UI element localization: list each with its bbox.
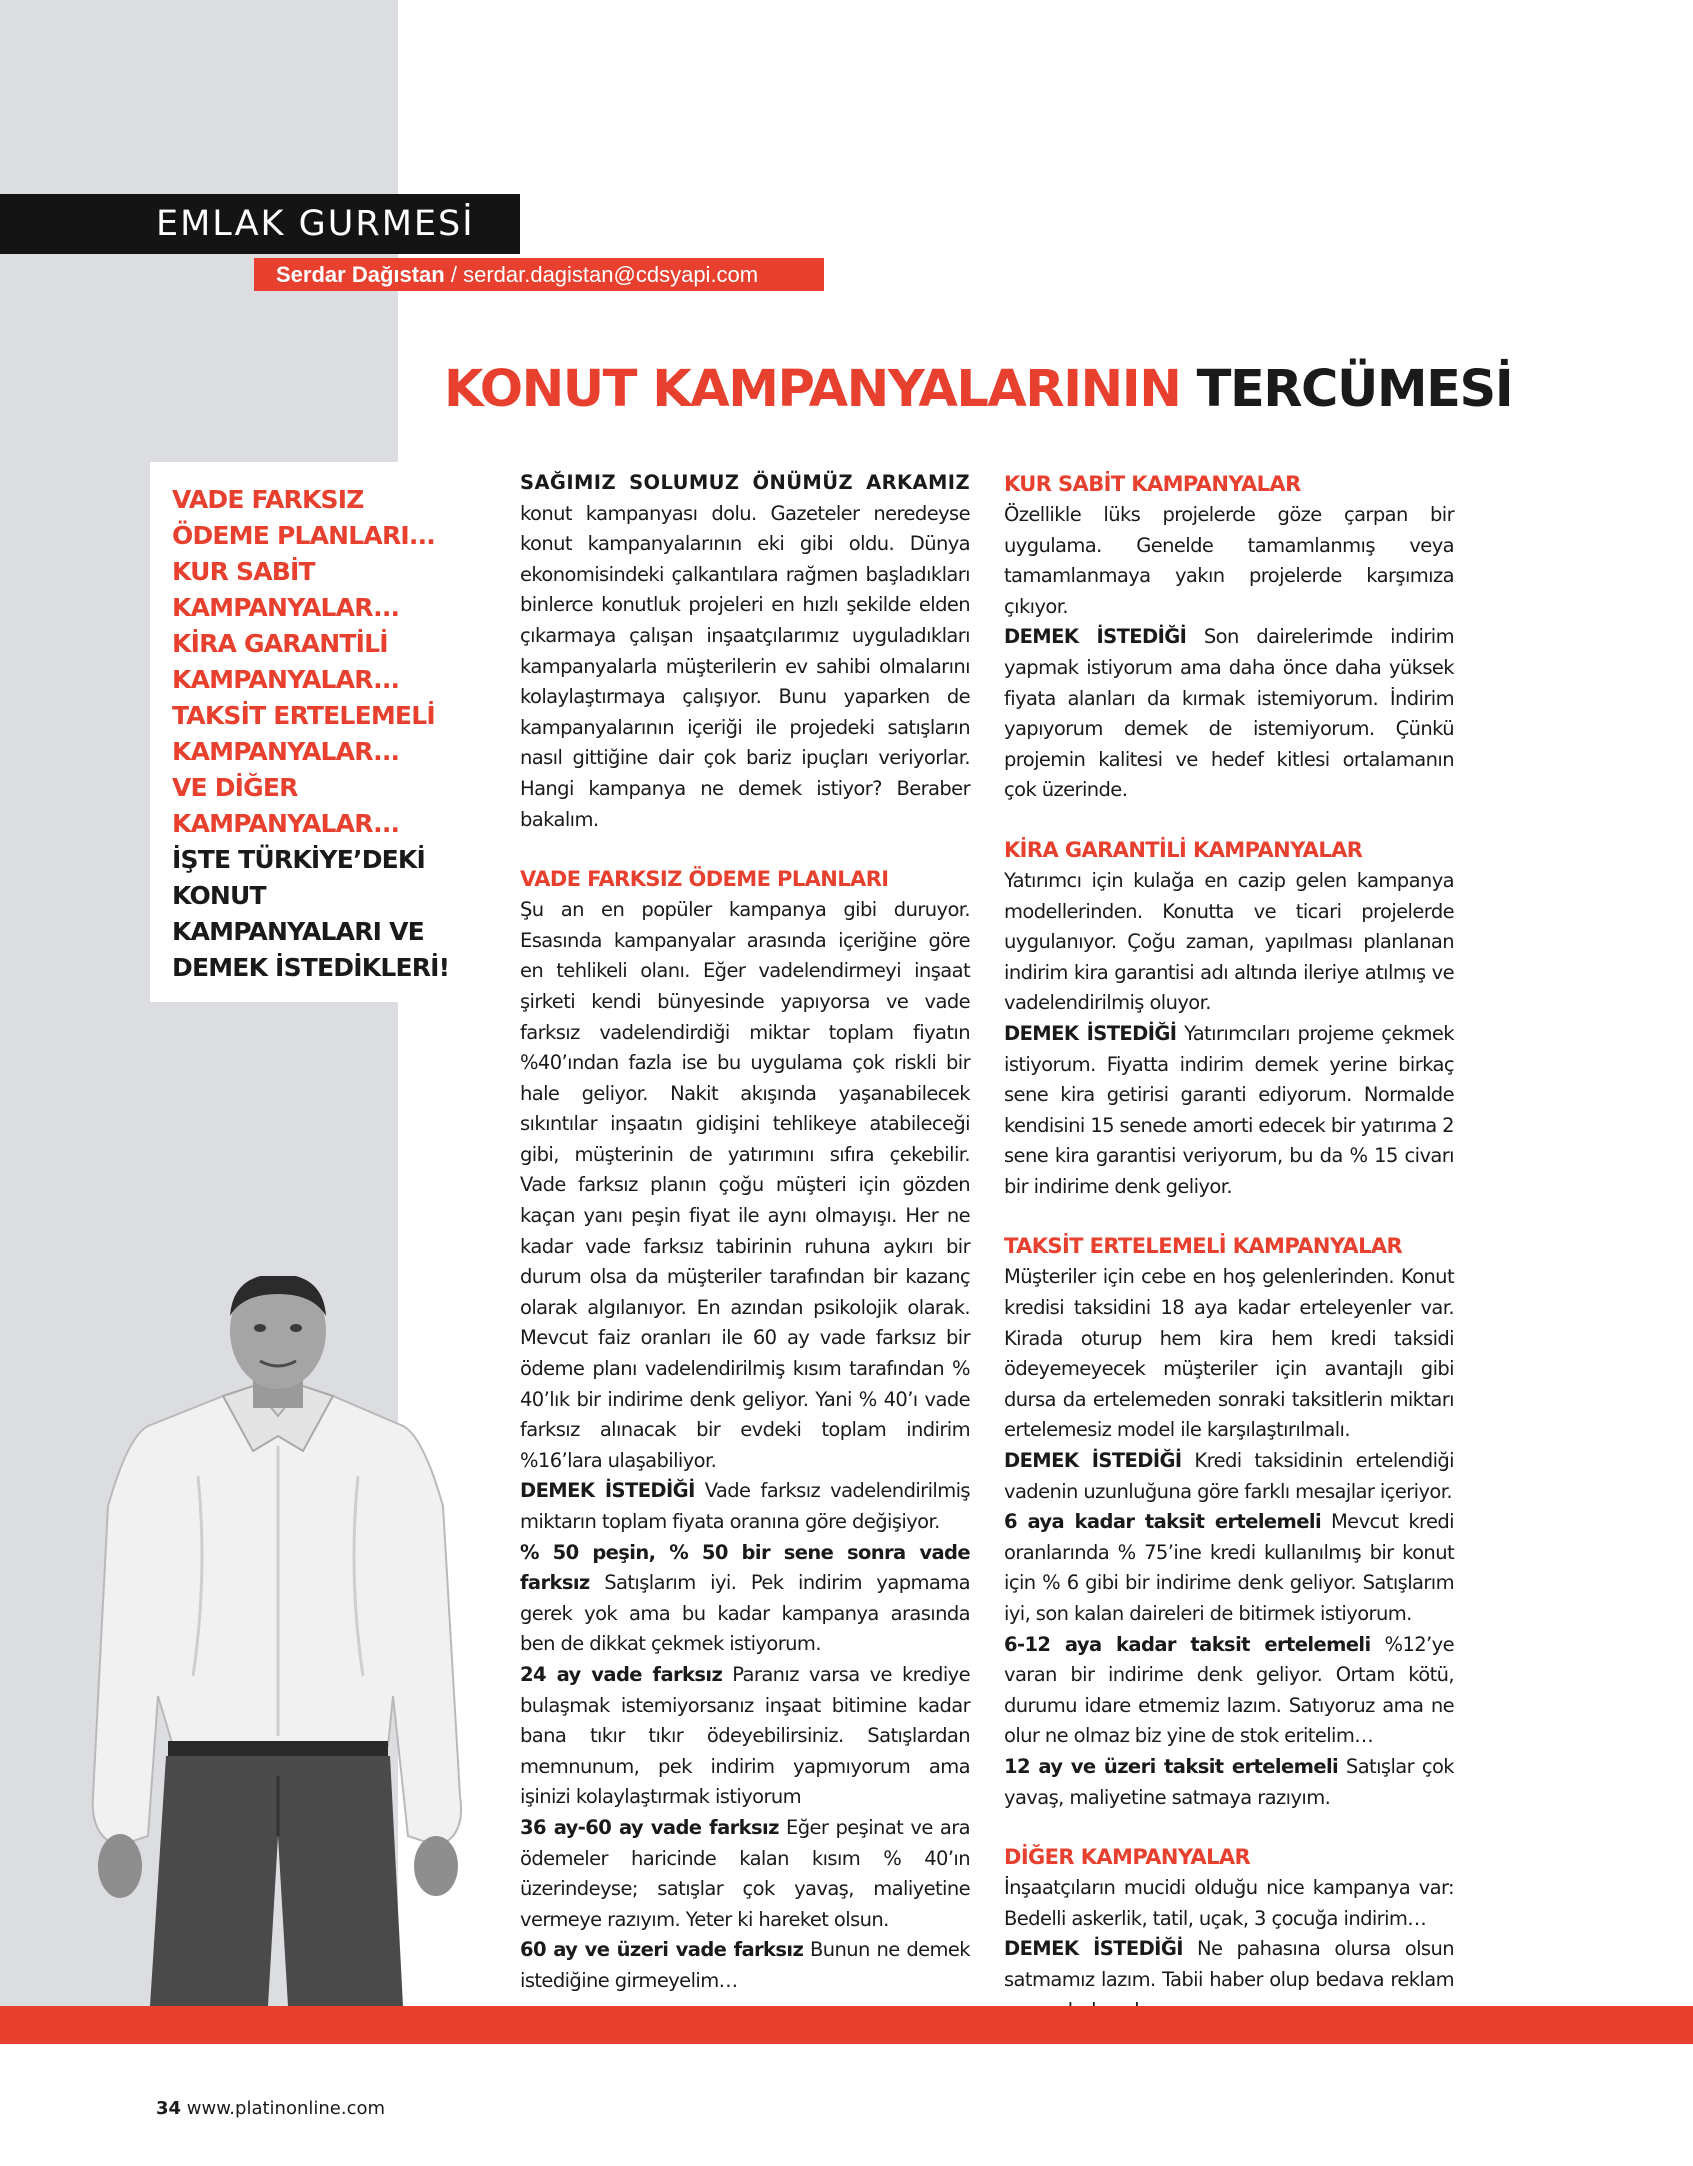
taksit-option-text: Satışlar çok yavaş, maliyetine satmaya razıyım.	[1004, 1754, 1454, 1809]
pullquote-line: KAMPANYALAR...	[172, 665, 400, 694]
taksit-option-paragraph	[1004, 1630, 1454, 1752]
section-label	[0, 194, 520, 254]
vade-option-paragraph	[520, 1813, 970, 1935]
taksit-option-text: %12’ye varan bir indirime denk geliyor. Ortam kötü, durumu idare etmemiz lazım. Satıyoruz ama ne olur ne olmaz biz yine de stok eritelim…	[1004, 1632, 1454, 1748]
demek-label: DEMEK İSTEDİĞİ	[1004, 1937, 1183, 1961]
page-footer	[156, 2098, 385, 2119]
vade-option-label: 24 ay vade farksız	[520, 1662, 723, 1686]
pullquote-line: VE DİĞER	[172, 773, 298, 802]
taksit-option-paragraph	[1004, 1752, 1454, 1813]
vade-paragraph: Şu an en popüler kampanya gibi duruyor. Esasında kampanyalar arasında içeriğine göre en tehlikeli olanı. Eğer vadelendirmeyi inşaat şirketi kendi bünyesinde yapıyorsa ve vade farksız vadelendirdiği miktar toplam fiyatın %40’ından fazla ise bu uygulama çok riskli bir hale geliyor. Nakit akışında yaşanabilecek sıkıntılar inşaatın gidişini tehlikeye atabileceği gibi, müşterinin de yatırımını sıfıra çekebilir. Vade farksız planın çoğu müşteri için gözden kaçan yanı peşin fiyat ile aynı olmayışı. Her ne kadar vade farksız tabirinin ruhuna aykırı bir durum olsa da müşteriler tarafından bir kazanç olarak algılanıyor. En azından psikolojik olarak. Mevcut faiz oranları ile 60 ay vade farksız bir ödeme planı vadelendirilmiş kısım tarafından % 40’lık bir indirime denk geliyor. Yani % 40’ı vade farksız alınacak bir evdeki toplam indirim %16’lara ulaşabiliyor.	[520, 898, 970, 1472]
pullquote-line: KAMPANYALAR...	[172, 737, 400, 766]
taksit-option-text: Mevcut kredi oranlarında % 75’ine kredi kullanılmış bir konut için % 6 gibi bir indirime denk geliyor. Satışlarım iyi, son kalan daireleri de bitirmek istiyorum.	[1004, 1510, 1455, 1625]
vade-option-text: Satışlarım iyi. Pek indirim yapmama gerek yok ama bu kadar kampanya arasında ben de dikkat çekmek istiyorum.	[520, 1571, 970, 1656]
taksit-option-paragraph	[1004, 1507, 1454, 1629]
kira-demek-paragraph	[1004, 1019, 1454, 1203]
pullquote-line: KAMPANYALARI VE	[172, 917, 424, 946]
article-column-2	[1004, 468, 1454, 2026]
section-title: EMLAK GURMESİ	[156, 204, 475, 244]
pullquote-line: VADE FARKSIZ	[172, 485, 364, 514]
vade-option-label: % 50 peşin, % 50 bir sene sonra vade farksız	[520, 1540, 970, 1595]
vade-option-label: 60 ay ve üzeri vade farksız	[520, 1938, 804, 1962]
taksit-paragraph: Müşteriler için cebe en hoş gelenlerinden. Konut kredisi taksidini 18 aya kadar erteleyenler var. Kirada oturup hem kira hem kredi taksidi ödeyemeyecek müşteriler için avantajlı gibi dursa da ertelemeden sonraki taksitlerin miktarı ertelemesiz model ile karşılaştırılmalı.	[1004, 1265, 1454, 1442]
pullquote-line: ÖDEME PLANLARI...	[172, 521, 435, 550]
page-number: 34	[156, 2098, 182, 2119]
pullquote-line: KAMPANYALAR...	[172, 809, 400, 838]
author-byline	[254, 258, 824, 291]
kur-demek-paragraph	[1004, 622, 1454, 806]
vade-option-paragraph	[520, 1660, 970, 1813]
footer-site-link[interactable]: www.platinonline.com	[181, 2098, 386, 2119]
vade-option-text: Bunun ne demek istediğine girmeyelim…	[520, 1938, 970, 1992]
taksit-option-label: 12 ay ve üzeri taksit ertelemeli	[1004, 1754, 1339, 1778]
vade-option-label: 36 ay-60 ay vade farksız	[520, 1815, 779, 1839]
page-title	[444, 360, 1564, 419]
demek-label: DEMEK İSTEDİĞİ	[520, 1479, 695, 1503]
kira-paragraph: Yatırımcı için kulağa en cazip gelen kampanya modellerinden. Konutta ve ticari projelerde uygulanıyor. Çoğu zaman, yapılması planlanan indirim kira garantisi adı altında ileriye atılmış ve vadelendirilmiş oluyor.	[1004, 868, 1454, 1015]
vade-option-text: Eğer peşinat ve ara ödemeler haricinde kalan kısım % 40’ın üzerindeyse; satışlar çok yavaş, maliyetine vermeye razıyım. Yeter ki hareket olsun.	[520, 1815, 970, 1931]
section-heading-kur: KUR SABİT KAMPANYALAR	[1004, 472, 1301, 496]
title-dark-part: TERCÜMESİ	[1196, 360, 1513, 419]
demek-label: DEMEK İSTEDİĞİ	[1004, 1449, 1182, 1473]
kur-paragraph: Özellikle lüks projelerde göze çarpan bir uygulama. Genelde tamamlanmış veya tamamlanmaya yakın projelerde karşımıza çıkıyor.	[1004, 503, 1454, 618]
kur-demek-text: Son dairelerimde indirim yapmak istiyorum ama daha önce daha yüksek fiyata alanları da kırmak istemiyorum. İndirim yapıyorum demek de istemiyorum. Çünkü projemin kalitesi ve hedef kitlesi ortalamanın çok üzerinde.	[1004, 625, 1454, 802]
diger-demek-text: Ne pahasına olursa olsun satmamız lazım. Tabii haber olup bedava reklam	[1004, 1937, 1455, 1991]
vade-option-paragraph	[520, 1935, 970, 1996]
title-red-part: KONUT KAMPANYALARININ	[444, 360, 1181, 419]
section-heading-taksit: TAKSİT ERTELEMELİ KAMPANYALAR	[1004, 1234, 1403, 1259]
pullquote-line: KUR SABİT	[172, 557, 315, 586]
section-heading-vade: VADE FARKSIZ ÖDEME PLANLARI	[520, 867, 889, 892]
vade-option-text: Paranız varsa ve krediye bulaşmak istemiyorsanız inşaat bitimine kadar bana tıkır tıkır ödeyebilirsiniz. Satışlardan memnunum, pek indirim yapmıyorum ama işinizi kolaylaştırmak istiyorum	[520, 1662, 970, 1809]
diger-paragraph: İnşaatçıların mucidi olduğu nice kampanya var: Bedelli askerlik, tatil, uçak, 3 çocuğa indirim…	[1004, 1876, 1454, 1930]
intro-text: konut kampanyası dolu. Gazeteler neredeyse konut kampanyalarının eki gibi oldu. Dünya ekonomisindeki çalkantılara rağmen başladıkları binlerce konutluk projeleri en hızlı şekilde elden çıkarmaya çalışan inşaatçılarımız uyguladıkları kampanyalarla müşterilerin ev sahibi olmalarını kolaylaştırmaya çalışıyor. Bunu yaparken de kampanyalarının içeriği ile projedeki satışların nasıl gittiğine dair çok bariz ipuçları veriyorlar. Hangi kampanya ne demek istiyor? Beraber bakalım.	[520, 501, 970, 831]
kira-demek-text: Yatırımcıları projeme çekmek istiyorum. Fiyatta indirim demek yerine birkaç sene kira getirisi garanti ediyorum. Normalde kendisini 15 senede amorti edecek bir yatırıma 2 sene kira garantisi veriyorum, bu da % 15 civarı bir indirime denk geliyor.	[1004, 1021, 1455, 1198]
pullquote-line: İŞTE TÜRKİYE’DEKİ	[172, 845, 426, 874]
article-column-1	[520, 468, 970, 1997]
author-photo	[88, 1276, 468, 2006]
taksit-demek-paragraph	[1004, 1446, 1454, 1507]
author-separator: /	[444, 262, 464, 287]
bottom-accent-bar	[0, 2006, 1693, 2044]
pullquote-line: KAMPANYALAR...	[172, 593, 400, 622]
author-email: serdar.dagistan@cdsyapi.com	[463, 262, 759, 287]
vade-demek-paragraph	[520, 1476, 970, 1537]
demek-label: DEMEK İSTEDİĞİ	[1004, 625, 1187, 649]
taksit-demek-text: Kredi taksidinin ertelendiği vadenin uzunluğuna göre farklı mesajlar içeriyor.	[1004, 1449, 1454, 1503]
pullquote-line: KİRA GARANTİLİ	[172, 629, 388, 658]
pullquote-line: DEMEK İSTEDİKLERİ!	[172, 953, 450, 982]
pullquote-box	[150, 462, 450, 1002]
intro-paragraph	[520, 468, 970, 835]
author-name: Serdar Dağıstan	[276, 262, 445, 287]
section-heading-kira: KİRA GARANTİLİ KAMPANYALAR	[1004, 837, 1363, 862]
section-heading-diger: DİĞER KAMPANYALAR	[1004, 1845, 1251, 1870]
demek-label: DEMEK İSTEDİĞİ	[1004, 1021, 1177, 1045]
pullquote-line: KONUT	[172, 881, 266, 910]
taksit-option-label: 6-12 aya kadar taksit ertelemeli	[1004, 1632, 1371, 1656]
vade-option-paragraph	[520, 1538, 970, 1660]
taksit-option-label: 6 aya kadar taksit ertelemeli	[1004, 1510, 1322, 1534]
pullquote-line: TAKSİT ERTELEMELİ	[172, 701, 435, 730]
intro-lead: SAĞIMIZ SOLUMUZ ÖNÜMÜZ ARKAMIZ	[520, 471, 970, 494]
vade-demek-text: Vade farksız vadelendirilmiş miktarın toplam fiyata oranına göre değişiyor.	[520, 1479, 970, 1533]
